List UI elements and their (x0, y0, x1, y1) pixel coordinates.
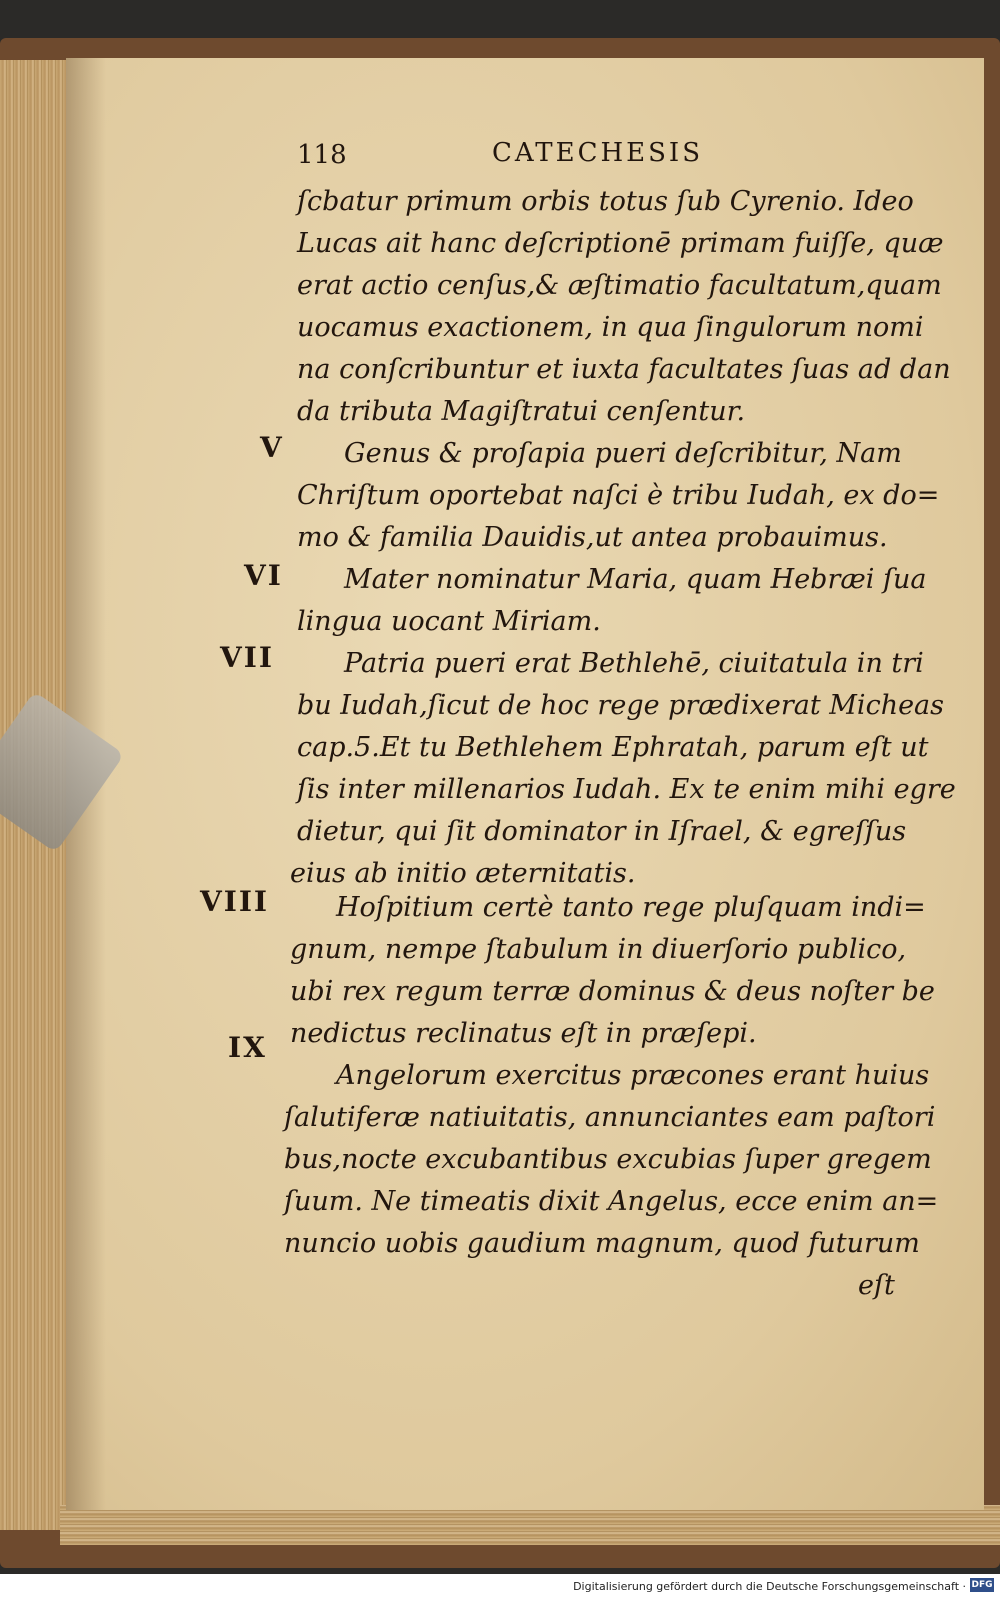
text-line: Mater nominatur Maria, quam Hebræi ſua (344, 564, 927, 595)
text-line: lingua uocant Miriam. (297, 606, 601, 637)
section-numeral: VIII (200, 885, 270, 918)
text-line: nuncio uobis gaudium magnum, quod futurum (284, 1228, 920, 1259)
text-line: ſalutiferæ natiuitatis, annunciantes eam paſtori (284, 1102, 936, 1133)
text-line: Lucas ait hanc deſcriptionē primam fuiſſe, quæ (297, 228, 944, 259)
text-line: uocamus exactionem, in qua ſingulorum nomi (297, 312, 924, 343)
text-line: Angelorum exercitus præcones erant huius (336, 1060, 930, 1091)
section-numeral: IX (228, 1031, 267, 1064)
text-line: na conſcribuntur et iuxta facultates ſuas ad dan (297, 354, 951, 385)
text-line: cap.5.Et tu Bethlehem Ephratah, parum eſt ut (297, 732, 929, 763)
text-line: eius ab initio æternitatis. (290, 858, 636, 889)
text-line: gnum, nempe ſtabulum in diuerſorio publico, (290, 934, 907, 965)
text-line: ſcbatur primum orbis totus ſub Cyrenio. Ideo (297, 186, 914, 217)
text-line: nedictus reclinatus eſt in præſepi. (290, 1018, 757, 1049)
text-line: bus,nocte excubantibus excubias ſuper gregem (284, 1144, 932, 1175)
text-line: bu Iudah,ſicut de hoc rege prædixerat Micheas (297, 690, 945, 721)
text-line: Hoſpitium certè tanto rege pluſquam indi= (336, 892, 926, 923)
dfg-logo: DFG (971, 1580, 993, 1590)
running-title: CATECHESIS (492, 138, 704, 168)
section-numeral: VII (220, 641, 274, 674)
catchword: eſt (858, 1270, 895, 1301)
page-folio: 118 (297, 140, 347, 170)
text-line: Chriſtum oportebat naſci è tribu Iudah, ex do= (297, 480, 940, 511)
text-line: ubi rex regum terræ dominus & deus noſter be (290, 976, 935, 1007)
funding-notice: Digitalisierung gefördert durch die Deutsche Forschungsgemeinschaft · (573, 1580, 966, 1593)
text-line: ſuum. Ne timeatis dixit Angelus, ecce enim an= (284, 1186, 939, 1217)
text-line: mo & familia Dauidis,ut antea probauimus. (297, 522, 888, 553)
text-line: erat actio cenſus,& æſtimatio facultatum,quam (297, 270, 942, 301)
text-line: Genus & proſapia pueri deſcribitur, Nam (344, 438, 902, 469)
text-line: ſis inter millenarios Iudah. Ex te enim mihi egre (297, 774, 956, 805)
text-line: dietur, qui ſit dominator in Iſrael, & egreſſus (297, 816, 907, 847)
section-numeral: VI (244, 559, 283, 592)
text-line: da tributa Magiſtratui cenſentur. (297, 396, 746, 427)
text-line: Patria pueri erat Bethlehē, ciuitatula in tri (344, 648, 924, 679)
section-numeral: V (260, 431, 284, 464)
page-edges-bottom (60, 1505, 1000, 1545)
